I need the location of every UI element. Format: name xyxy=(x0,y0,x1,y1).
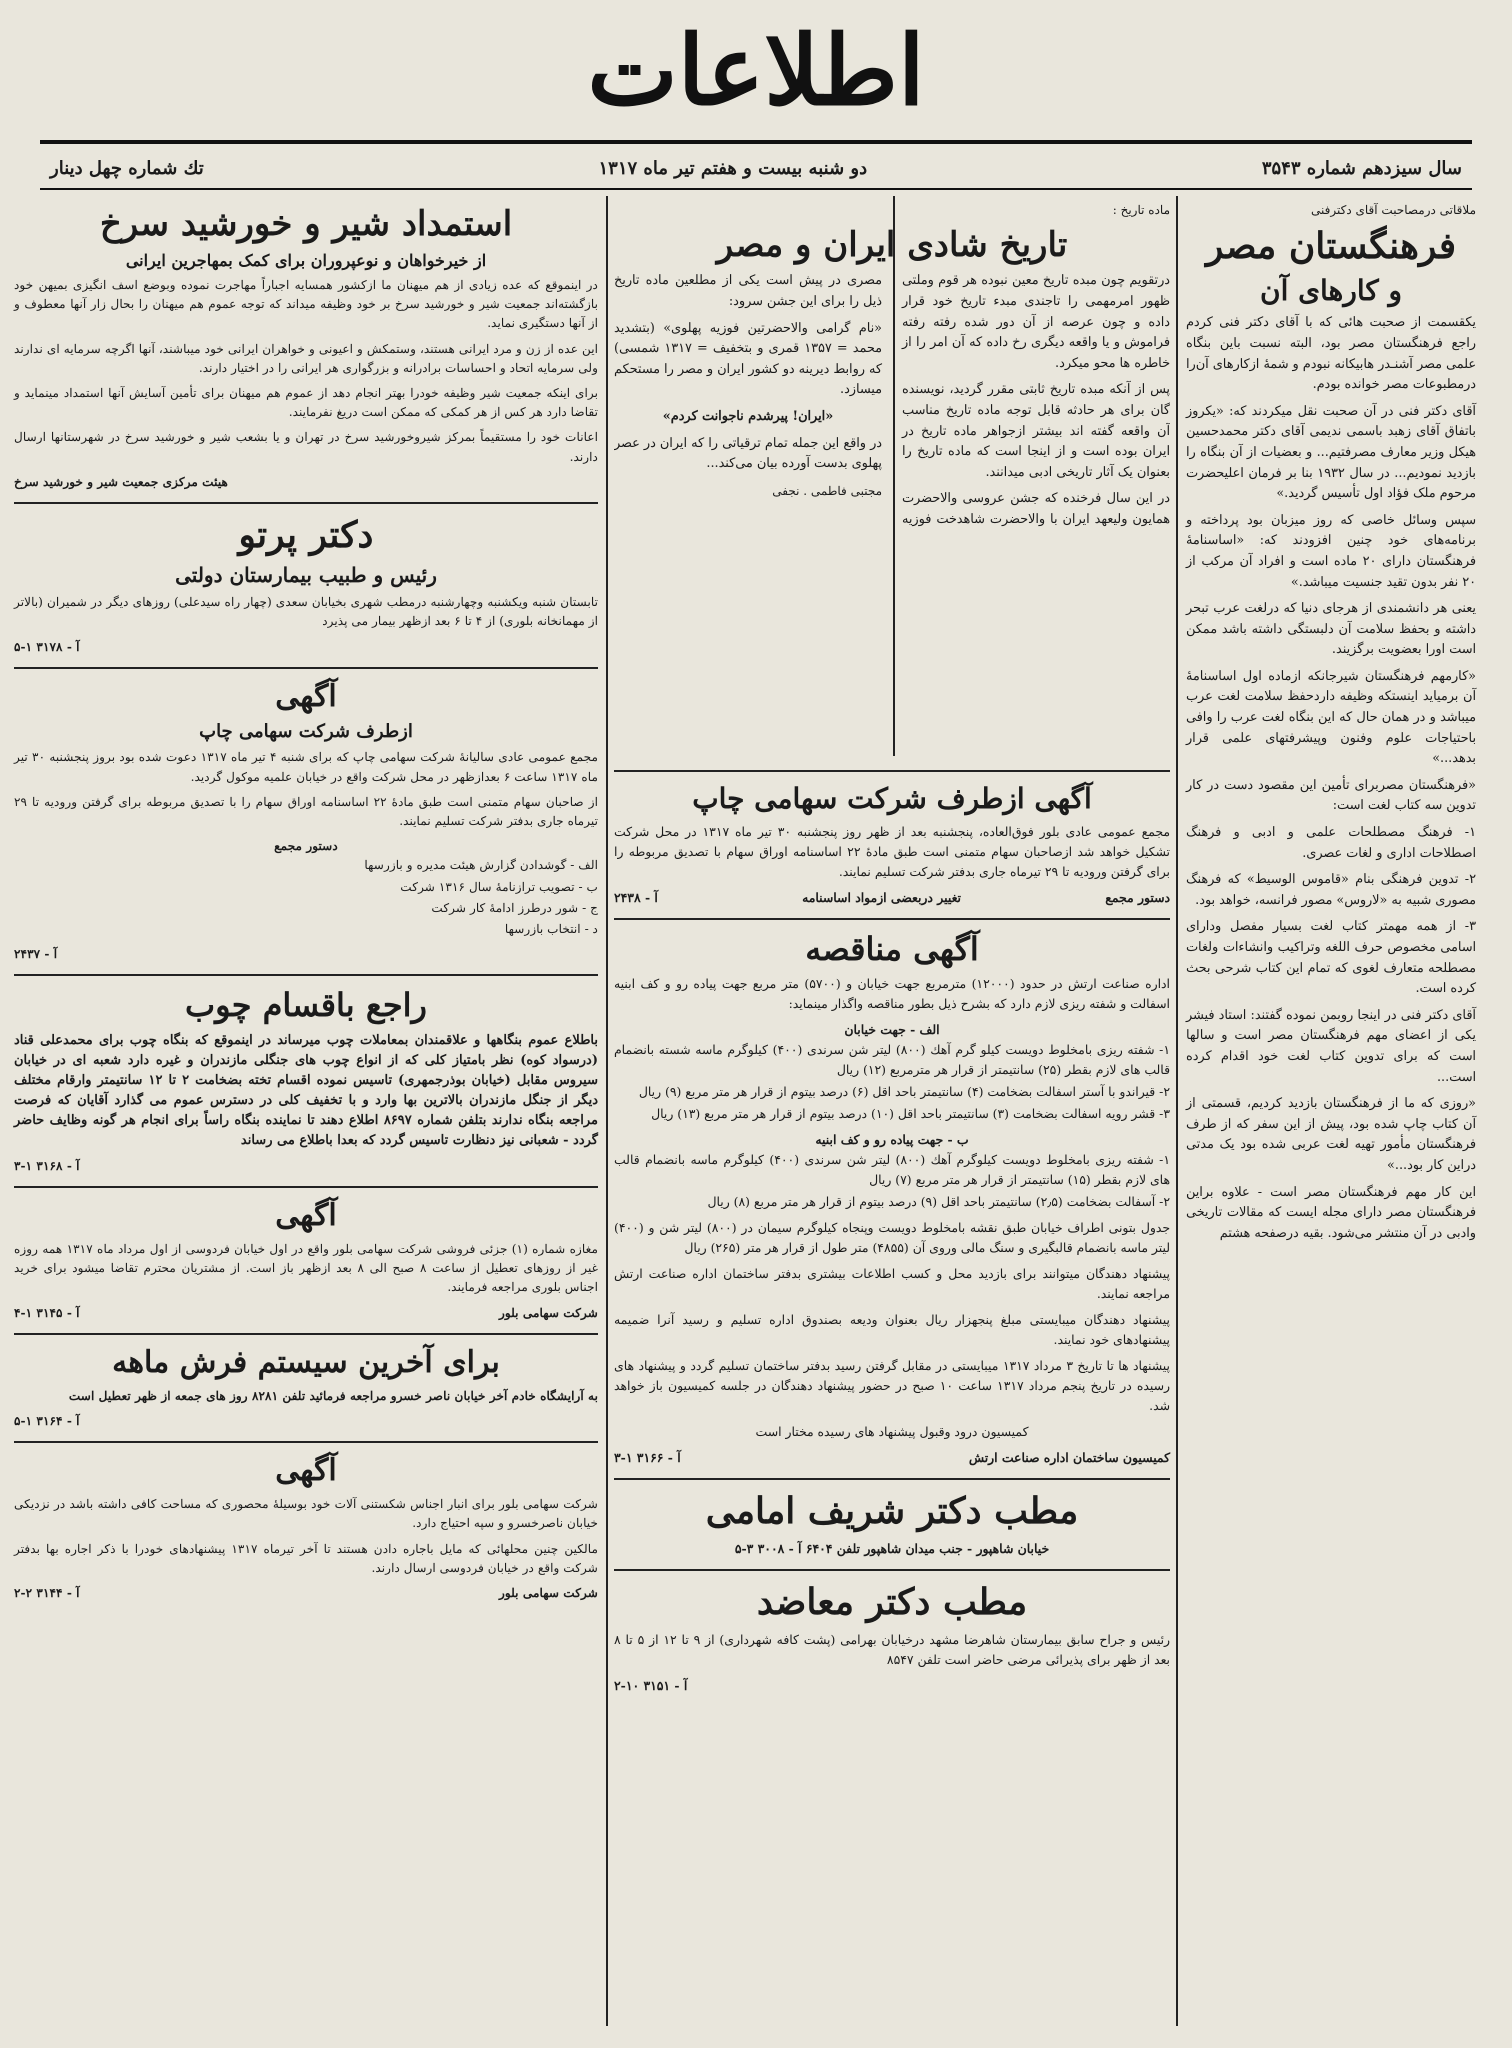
agenda-item: ب - تصویب ترازنامهٔ سال ۱۳۱۶ شرکت xyxy=(400,879,598,894)
notice-body: مجمع عمومی عادی بلور فوق‌العاده، پنجشنبه بعد از ظهر روز پنجشنبه ۳۰ تیر ماه ۱۳۱۷ در محل شرکت تشکیل خواهد شد ازصاحبان سهام متمنی است طبق مادهٔ ۲۲ اساسنامه اوراق سهام با تصدیق مربوطه را برای گرفتن ورودیه تا ۲۹ تیرماه جاری بدفتر شرکت تسلیم نمایند. xyxy=(614,823,1170,879)
column-divider xyxy=(606,196,608,2026)
tender-intro: اداره صناعت ارتش در حدود (۱۲۰۰۰) مترمربع جهت خیابان و (۵۷۰۰) متر مربع جهت پیاده رو و کف ابنیه اسفالت و شفته ریزی لازم دارد که بشرح ذیل بطور مناقصه واگذار مینماید: xyxy=(614,975,1171,1011)
paragraph: کمیسیون درود وقبول پیشنهاد های رسیده مختار است xyxy=(755,1423,1029,1439)
wood-title: راجع باقسام چوب xyxy=(185,986,427,1025)
tender-items xyxy=(614,1150,1170,1212)
agenda-item: ج - شور درطرز ادامهٔ کار شرکت xyxy=(431,900,598,915)
paragraph: آقای دکتر فنی در اینجا روبمن نموده گفتند: استاد فیشر یکی از اعضای مهم فرهنگستان مصر است و سالها است که برای تدوین کتاب لغت خود اقدام کرده است... xyxy=(1186,1007,1476,1085)
article-body xyxy=(614,271,1170,530)
paragraph: ۱- فرهنگ مصطلحات علمی و ادبی و فرهنگ اصطلاحات اداری و لغات عصری. xyxy=(1186,825,1476,861)
tender-item: ۲- آسفالت بضخامت (۲٫۵) سانتیمتر باحد اقل (۹) درصد بیتوم از قرار هر متر مربع (۸) ریال xyxy=(707,1193,1170,1209)
paragraph: پیشنهاد دهندگان میتوانند برای بازدید محل و کسب اطلاعات بیشتری بدفتر ساختمان اداره صناعت ارتش مراجعه نمایند. xyxy=(614,1265,1170,1301)
paragraph: در اینموقع که عده زیادی از هم میهنان ما ازکشور همسایه اجباراً مهاجرت نموده وبوضع اسف انگیزی بمیهن خود بازگشته‌اند جمعیت شیر و خورشید سرخ بر خود وظیفه میداند که توجه عموم هم میهنان را بحال زار آنها معطوف و از آنها دستگیری نماید. xyxy=(14,277,598,331)
paragraph: در این سال فرخنده که جشن عروسی والاحضرت همایون ولیعهد ایران با والاحضرت شاهدخت فوزیه مصری در پیش است یکی از مطلعین ماده تاریخ ذیل را برای این جشن سرود: xyxy=(614,273,1170,527)
carpet-title: برای آخرین سیستم فرش ماهه xyxy=(112,1344,500,1380)
left-column xyxy=(14,200,598,1603)
paragraph: یکقسمت از صحبت هائی که با آقای دکتر فنی کردم راجع فرهنگستان مصر بود، البته نسبت باین بنگاه علمی مصر آشنـدر هابیکانه نبودم و شمهٔ ازکارهای آن‌را درمطبوعات مصر خوانده بودم. xyxy=(1186,315,1476,393)
paragraph: ۲- تدوین فرهنگی بنام «قاموس الوسیط» که فرهنگ مصوری شبیه به «لاروس» مصور فرانسه، خواهد بود. xyxy=(1186,872,1476,908)
article-title: فرهنگستان مصر xyxy=(1205,224,1457,267)
divider xyxy=(614,770,1170,772)
ad-code: آ - ۳۱۴۴ ۲-۲ xyxy=(14,1586,80,1601)
paragraph: اعانات خود را مستقیماً بمرکز شیروخورشید سرخ در تهران و یا بشعب شیر و خورشید سرخ در شهرستانها ارسال دارند. xyxy=(14,430,598,464)
paragraph: پس از آنکه مبده تاریخ ثابتی مقرر گردید، نویسنده گان برای هر حادثه قابل توجه ماده تاریخ مناسب آن واقعه گفته اند بیشتر ازجواهر ماده تاریخ در ایران بوده است و از اینجا است که ماده تاریخ را بعنوان یک آثار تاریخی ادبی میدانند. xyxy=(902,382,1170,480)
agenda-title: دستور مجمع xyxy=(1105,889,1170,905)
ad-code: آ - ۳۱۷۸ ۱-۵ xyxy=(14,639,80,654)
divider xyxy=(14,974,598,976)
doctor-title: دکتر پرتو xyxy=(238,514,374,557)
column-divider xyxy=(1176,196,1178,2026)
signature: کمیسیون ساختمان اداره صناعت ارتش xyxy=(968,1449,1170,1465)
tender-item: ۱- شفته ریزی بامخلوط دویست کیلو گرم آهك (۸۰۰) لیتر شن سرندی (۴۰۰) کیلوگرم ماسه شسته بانضمام قالب های لازم بقطر (۲۵) سانتیمتر از قرار هر مترمربع (۱۲) ریال xyxy=(614,1041,1171,1077)
paragraph: شرکت سهامی بلور برای انبار اجناس شکستنی آلات خود بوسیلهٔ محصوری که مساحت کافی داشته باشد در نزدیکی خیابان ناصرخسرو و سپه احتیاج دارد. xyxy=(14,1497,598,1531)
paragraph: این کار مهم فرهنگستان مصر است - علاوه براین فرهنگستان مصر دارای مجله ایست که مقالات تاریخی وادبی در آن منتشر می‌شود. بقیه درصفحه هشتم xyxy=(1186,1184,1476,1241)
agenda-title: دستور مجمع xyxy=(274,839,338,854)
ad-code: آ - ۳۱۶۸ ۱-۳ xyxy=(14,1158,80,1173)
paragraph: آقای دکتر فنی در آن صحبت نقل میکردند که: «یکروز باتفاق آقای زهبد باسمی ندیمی آقای دکتر محمدحسین هیکل وزیر معارف مصرفتیم... و بعضیات از آن بنگاه را بازدید نمودیم... در سال ۱۹۳۲ بنا بر فرمان اعلیحضرت مرحوم ملک فؤاد اول تأسیس گردید.» xyxy=(1186,403,1476,502)
issue-price: تك شماره چهل دینار xyxy=(50,157,204,179)
paragraph: «کارمهم فرهنگستان شیرجانکه ازماده اول اساسنامهٔ آن برمیاید اینستکه وظیفه داردحفظ سلامت لغت عرب میباشد و در همان حال که این بنگاه لغت عرب را وافی باحتیاجات علوم وفنون وپیشرفتهای علمی قرار بدهد...» xyxy=(1186,668,1476,767)
dateline xyxy=(50,152,1462,184)
article-kicker: ماده تاریخ : xyxy=(1112,203,1170,217)
dateline-rule xyxy=(40,188,1472,190)
wood-body: باطلاع عموم بنگاهها و علاقمندان بمعاملات چوب میرساند در اینموقع که بنگاه چوب برای محمدعلی قناد (درسواد کوه) نظر بامتیاز کلی که از انواع چوب های جنگلی مازندران و غیره دارد شعبه ای در خیابان سیروس مقابل (خیابان بوذرجمهری) تاسیس نموده اقسام تخته بضخامت ۲ تا ۱۲ سانتیمتر وارقام مختلف دیگر از جنگل مازندران بالاترین بها وارد و با تخفیف کلی در دسترس عموم می گذارد آقایان که فرصت مراجعه بنگاه ندارند بتلفن شماره ۸۶۹۷ اطلاع دهند تا نماینده بنگاه راساً برای انجام هر گونه وظایف حاضر گردد - شعبانی نیز دنظارت تاسیس گردد که بعدا باطلاع می رساند xyxy=(14,1032,599,1148)
divider xyxy=(14,1441,598,1443)
ad-code: آ - ۲۴۳۷ xyxy=(14,947,58,962)
doctor-subtitle: رئیس و طبیب بیمارستان دولتی xyxy=(175,563,437,588)
article-kicker: ملاقاتی درمصاحبت آقای دکترفنی xyxy=(1311,203,1476,217)
notice-title: آگهی ازطرف شرکت سهامی چاپ xyxy=(692,782,1092,815)
paragraph: یعنی هر دانشمندی از هرجای دنیا که درلغت عرب تبحر داشته و بحفظ سلامت آن دلبستگی داشته باشد ممکن است اورا بعضویت برگزیند. xyxy=(1186,601,1476,658)
paragraph: این عده از زن و مرد ایرانی هستند، وستمکش و اعیونی و خواهران ایرانی خود میباشند، آنها اگرچه سرمایه ای ندارند ولی سرمایه اتحاد و احساسات برادرانه و بزرگواری هر ایرانی را در اختیار دارند. xyxy=(14,341,598,375)
issue-date: دو شنبه بیست و هفتم تیر ماه ۱۳۱۷ xyxy=(598,157,868,179)
paragraph: پیشنهاد دهندگان میبایستی مبلغ پنجهزار ریال بعنوان ودیعه بصندوق اداره تسلیم و رسید آنرا ضمیمه پیشنهادهای خود نمایند. xyxy=(614,1311,1170,1347)
signature: شرکت سهامی بلور xyxy=(498,1586,598,1601)
ad-code: آ - ۲۴۳۸ xyxy=(614,889,658,905)
newspaper-title: اطلاعات xyxy=(587,13,925,127)
divider xyxy=(14,667,598,669)
paragraph: سپس وسائل خاصی که روز میزبان بود پرداخته و برنامه‌های خود چنین افزودند که: «اساسنامهٔ فرهنگستان دارای ۲۰ ماده است و افراد آن مرکب از ۲۰ نفر بدون تقید جنسیت میباشد.» xyxy=(1186,512,1477,590)
doctor-body: تابستان شنبه ویکشنبه وچهارشنبه درمطب شهری بخیابان سعدی (چهار راه سیدعلی) روزهای دیگر در شمیران (بالاتر از مهمانخانه بلوری) از ۴ تا ۶ بعد ازظهر بیمار می پذیرد xyxy=(14,595,598,629)
signature: شرکت سهامی بلور xyxy=(498,1305,598,1320)
tender-item: ۲- قیراندو با آستر اسفالت بضخامت (۴) سانتیمتر باحد اقل (۶) درصد بیتوم از قرار هر متر مربع (۹) ریال xyxy=(638,1083,1170,1099)
tender-footer xyxy=(614,1448,1170,1468)
ad-code: آ - ۳۱۴۵ ۱-۴ xyxy=(14,1305,80,1320)
ad-code: آ - ۳۱۶۴ ۱-۵ xyxy=(14,1414,80,1429)
divider xyxy=(614,1478,1170,1480)
doctor-address: خیابان شاهپور - جنب میدان شاهپور تلفن ۶۴۰۴ آ - ۳۰۰۸ ۳-۵ xyxy=(734,1541,1050,1557)
agenda-text: تغییر دربعضی ازمواد اساسنامه xyxy=(802,889,961,905)
article-iran-egypt xyxy=(614,200,1170,760)
notice-footer xyxy=(614,888,1170,908)
tender-item: ۱- شفته ریزی بامخلوط دویست کیلوگرم آهك (۸۰۰) لیتر شن سرندی (۴۰۰) کیلوگرم ماسه بانضمام قالب های لازم بقطر (۱۵) سانتیمتر از قرار هر متر مربع (۷) ریال xyxy=(614,1151,1170,1187)
center-lower-notices xyxy=(614,770,1170,1696)
notice-title: آگهی xyxy=(275,678,337,714)
paragraph: در واقع این جمله تمام ترقیاتی را که ایران در عصر پهلوی بدست آورده بیان می‌کند... xyxy=(614,435,882,472)
notice-subtitle: ازطرف شرکت سهامی چاپ xyxy=(199,720,413,742)
agenda-item: د - انتخاب بازرسها xyxy=(504,922,598,937)
article-title: استمداد شیر و خورشید سرخ xyxy=(99,204,513,244)
doctor-title: مطب دکتر معاضد xyxy=(756,1581,1028,1624)
notice-title: آگهی xyxy=(275,1198,337,1234)
notice-footer xyxy=(14,1584,598,1603)
paragraph: درتقویم چون مبده تاریخ معین نبوده هر قوم وملتی ظهور امرمهمی را تاجندی مبدء تاریخ خود قرار داده و چون عرصه از آن دور شده رفته رفته فراموش و یا واقعه دیگری رخ داده که آن امر را از خاطره ها محو میکرد. xyxy=(902,273,1170,371)
paragraph: از صاحبان سهام متمنی است طبق مادهٔ ۲۲ اساسنامه اوراق سهام را با تصدیق مربوطه برای گرفتن ورودیه تا ۲۹ تیرماه جاری بدفتر شرکت تسلیم نمایند. xyxy=(14,794,598,829)
divider xyxy=(614,918,1170,920)
paragraph: ۳- از همه مهمتر کتاب لغت بسیار مفصل ودارای اسامی مخصوص حرف اللغه وتراکیب وانشاءات ولغات مصطلحه متعارف لغوی که تمام این کتاب شرحی بحث کرده است. xyxy=(1186,919,1476,997)
masthead-rule xyxy=(40,140,1472,144)
agenda-item: الف - گوشدادن گزارش هیئت مدیره و بازرسها xyxy=(364,858,598,873)
paragraph: «نام گرامی والاحضرتین فوزیه پهلوی» (بتشدید محمد = ۱۳۵۷ قمری و بتخفیف = ۱۳۱۷ شمسی) که روابط دیرینه دو کشور ایران و مصر را مستحکم میسازد. xyxy=(614,320,883,398)
article-title: تاریخ شادی ایران و مصر xyxy=(716,224,1068,265)
divider xyxy=(14,1333,598,1335)
masthead xyxy=(0,0,1512,140)
doctor-address: رئیس و جراح سابق بیمارستان شاهرضا مشهد درخیابان بهرامی (پشت کافه شهرداری) از ۹ تا ۱۲ از ۵ تا ۸ بعد از ظهر برای پذیرائی مرضی حاضر است تلفن ۸۵۴۷ xyxy=(614,1632,1171,1668)
divider xyxy=(14,1186,598,1188)
signature: هیئت مرکزی جمعیت شیر و خورشید سرخ xyxy=(14,474,228,489)
author: مجتبی فاطمی . نجفی xyxy=(772,483,882,498)
paragraph: پیشنهاد ها تا تاریخ ۳ مرداد ۱۳۱۷ میبایستی در مقابل گرفتن رسید بدفتر ساختمان تسلیم گردد و پیشنهاد های رسیده در تاریخ پنجم مرداد ۱۳۱۷ ساعت ۱۰ صبح در حضور پیشنهاد دهندگان در جلسه کمیسیون باز خواهد شد. xyxy=(614,1357,1170,1413)
article-body xyxy=(1186,313,1476,1244)
divider xyxy=(14,502,598,504)
issue-number: سال سیزدهم شماره ۳۵۴۳ xyxy=(1261,157,1462,179)
paragraph: مجمع عمومی عادی سالیانهٔ شرکت سهامی چاپ که برای شنبه ۴ تیر ماه ۱۳۱۷ دعوت شده بود بروز پنجشنبه ۳۰ تیر ماه ۱۳۱۷ ساعت ۶ بعدازظهر در محل شرکت واقع در خیابان علمیه موکول گردید. xyxy=(14,750,599,784)
paragraph: برای اینکه جمعیت شیر وظیفه خودرا بهتر انجام دهد از عموم هم میهنان برای تأمین آسایش آنها استمداد مینماید و تقاضا دارد هر کس از هر کمکی که ممکن است دریغ نفرمایند. xyxy=(14,386,598,420)
tender-items xyxy=(614,1040,1170,1124)
tender-item: ۳- قشر رویه اسفالت بضخامت (۳) سانتیمتر باحد اقل (۱۰) درصد بیتوم از قرار هر متر مربع (۱۳) ریال xyxy=(651,1105,1170,1121)
paragraph: «فرهنگستان مصربرای تأمین این مقصود دست در کار تدوین سه کتاب لغت است: xyxy=(1186,777,1476,814)
quote: «ایران! پیرشدم ناجوانت کردم» xyxy=(662,408,834,424)
paragraph: مالکین چنین محلهائی که مایل باجاره دادن هستند تا آخر تیرماه ۱۳۱۷ پیشنهادهای خودرا با ذکر اجاره بها بدفتر شرکت واقع در خیابان فردوسی ارسال دارند. xyxy=(14,1541,598,1575)
paragraph: «روزی که ما از فرهنگستان بازدید کردیم، قسمتی از آن کتاب چاپ شده بود، پیش از این سفر که از طرف فرهنگستان مأمور تهیه لغت عربی شده بود یک مدتی دراین کار بود...» xyxy=(1186,1096,1476,1173)
notice-title: آگهی xyxy=(275,1453,337,1489)
tender-section: ب - جهت پیاده رو و کف ابنیه xyxy=(815,1131,969,1147)
article-subtitle: از خیرخواهان و نوعپروران برای کمک بمهاجرین ایرانی xyxy=(125,250,487,270)
ad-code: آ - ۳۱۵۱ ۱۰-۲ xyxy=(614,1678,688,1694)
article-subtitle: و کارهای آن xyxy=(1260,273,1402,307)
ad-code: آ - ۳۱۶۶ ۱-۳ xyxy=(614,1449,681,1465)
paragraph: جدول بتونی اطراف خیابان طبق نقشه بامخلوط دویست وپنجاه کیلوگرم سیمان در (۸۰۰) لیتر شن و (۴۰۰) لیتر ماسه بانضمام قالبگیری و سنگ مالی وروی آن (۴۸۵۵) متر طول از قرار هر متر (۲۶۵) ریال xyxy=(614,1219,1170,1255)
article-egypt-academy xyxy=(1186,200,1476,1250)
tender-title: آگهی مناقصه xyxy=(805,929,979,968)
notice-footer xyxy=(14,1304,598,1323)
tender-section: الف - جهت خیابان xyxy=(844,1021,940,1037)
notice-body: مغازه شماره (۱) جزئی فروشی شرکت سهامی بلور واقع در اول خیابان فردوسی از اول مرداد ماه ۱۳۱۷ همه روزه غیر از روزهای تعطیل از ساعت ۸ صبح الی ۸ بعد ازظهر باز است. از مشتریان محترم تقاضا میشود برای خرید اجناس بلوری مراجعه فرمایند. xyxy=(14,1242,599,1295)
doctor-title: مطب دکتر شریف امامی xyxy=(705,1489,1079,1532)
carpet-body: به آرایشگاه خادم آخر خیابان ناصر خسرو مراجعه فرمائید تلفن ۸۲۸۱ روز های جمعه از ظهر تعطیل است xyxy=(68,1388,598,1403)
divider xyxy=(614,1569,1170,1571)
agenda-list xyxy=(14,856,598,939)
